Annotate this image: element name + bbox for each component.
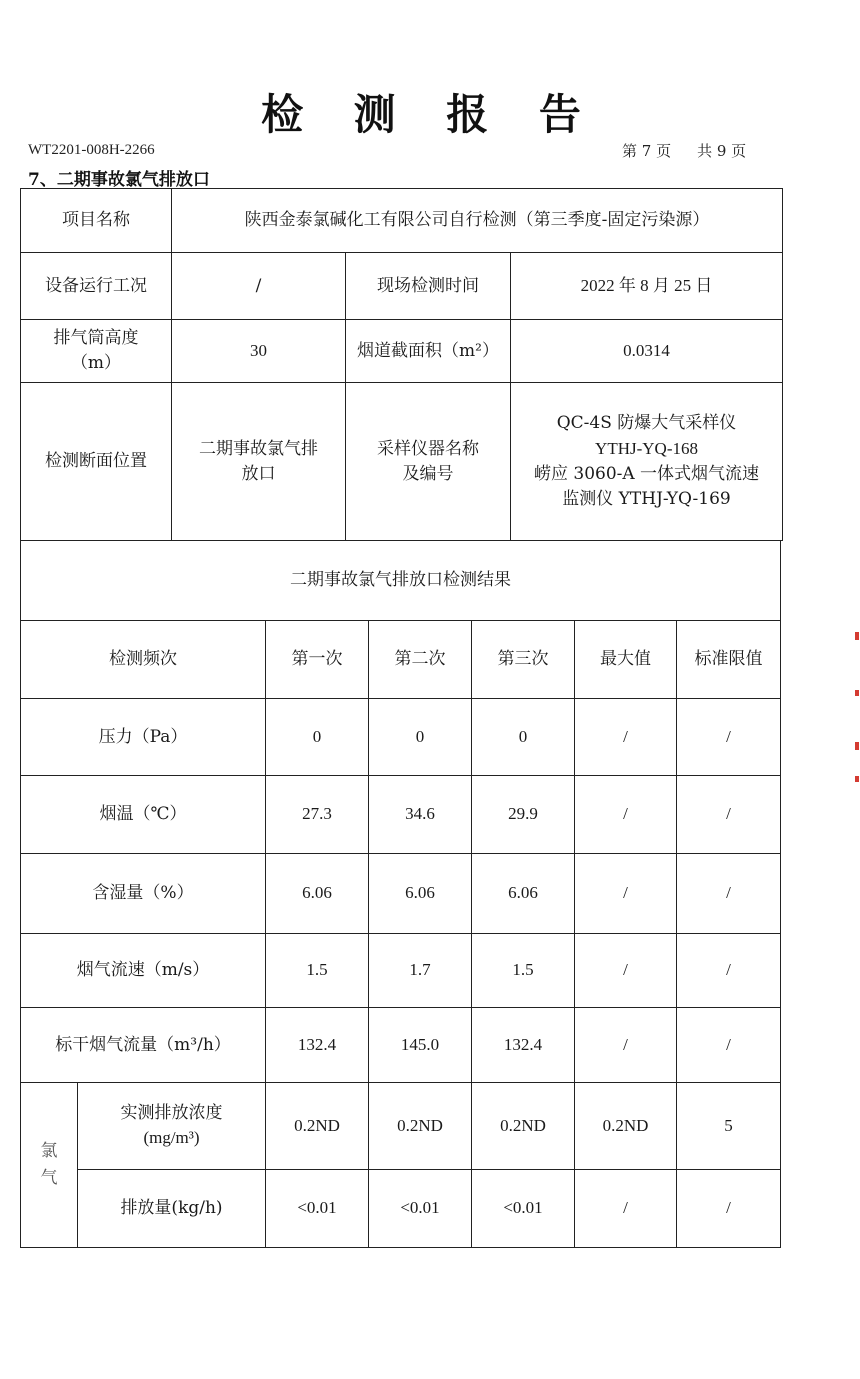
table-cell: 6.06 <box>266 854 369 934</box>
table-cell: 132.4 <box>266 1008 369 1083</box>
page-info <box>622 140 746 161</box>
table-cell: 0.2ND <box>575 1083 677 1170</box>
table-cell: / <box>677 934 781 1008</box>
table-cell: 1.7 <box>369 934 472 1008</box>
concentration-label-line-2: (mg/m³) <box>143 1128 200 1147</box>
edge-mark <box>855 632 859 640</box>
table-row <box>21 934 781 1008</box>
table-row <box>21 699 781 776</box>
table-cell: 34.6 <box>369 776 472 854</box>
table-cell: 27.3 <box>266 776 369 854</box>
table-cell: 0.2ND <box>472 1083 575 1170</box>
height-label <box>21 320 172 383</box>
table-cell: 6.06 <box>369 854 472 934</box>
header-third: 第三次 <box>472 621 575 699</box>
page-current: 第 7 页 <box>622 142 672 160</box>
condition-label: 设备运行工况 <box>21 253 172 320</box>
time-value: 2022 年 8 月 25 日 <box>511 253 783 320</box>
table-cell: <0.01 <box>266 1170 369 1248</box>
document-number: WT2201-008H-2266 <box>28 142 155 158</box>
table-cell: 29.9 <box>472 776 575 854</box>
table-cell: / <box>677 699 781 776</box>
table-cell: <0.01 <box>472 1170 575 1248</box>
instrument-label <box>346 383 511 541</box>
table-cell: / <box>575 1170 677 1248</box>
row-label-velocity: 烟气流速（m/s） <box>21 934 266 1008</box>
concentration-label-line-1: 实测排放浓度 <box>120 1103 223 1124</box>
instrument-label-line-2: 及编号 <box>402 463 454 484</box>
section-position-value <box>172 383 346 541</box>
table-row <box>21 1008 781 1083</box>
table-cell: 1.5 <box>472 934 575 1008</box>
results-header-row <box>21 621 781 699</box>
table-cell: / <box>677 854 781 934</box>
row-label-flow: 标干烟气流量（m³/h） <box>21 1008 266 1083</box>
table-cell: 132.4 <box>472 1008 575 1083</box>
table-cell: / <box>575 854 677 934</box>
results-title: 二期事故氯气排放口检测结果 <box>21 541 781 621</box>
table-cell: 6.06 <box>472 854 575 934</box>
info-row-condition <box>21 253 783 320</box>
chlorine-group-label <box>21 1083 78 1248</box>
row-label-moisture: 含湿量（%） <box>21 854 266 934</box>
time-label: 现场检测时间 <box>346 253 511 320</box>
instrument-value-line-1: QC-4S 防爆大气采样仪 <box>556 412 737 433</box>
table-row <box>21 776 781 854</box>
table-cell: 0 <box>266 699 369 776</box>
table-row <box>21 854 781 934</box>
height-label-line-2: （m） <box>70 353 122 373</box>
chlorine-group-label-line-2: 气 <box>40 1168 58 1188</box>
table-cell: 0 <box>369 699 472 776</box>
header-max: 最大值 <box>575 621 677 699</box>
header-frequency: 检测频次 <box>21 621 266 699</box>
table-cell: 145.0 <box>369 1008 472 1083</box>
height-label-line-1: 排气筒高度 <box>53 328 139 349</box>
table-cell: / <box>575 699 677 776</box>
condition-value: / <box>172 253 346 320</box>
table-row <box>21 1170 781 1248</box>
edge-mark <box>855 690 859 696</box>
table-cell: / <box>575 934 677 1008</box>
header-first: 第一次 <box>266 621 369 699</box>
section-title: 7、二期事故氯气排放口 <box>28 170 210 190</box>
edge-mark <box>855 776 859 782</box>
table-cell: / <box>575 1008 677 1083</box>
row-label-emission: 排放量(kg/h) <box>78 1170 266 1248</box>
section-position-value-line-1: 二期事故氯气排 <box>199 438 318 459</box>
info-row-section-position <box>21 383 783 541</box>
table-cell: 0.2ND <box>266 1083 369 1170</box>
header-second: 第二次 <box>369 621 472 699</box>
instrument-label-line-1: 采样仪器名称 <box>377 438 479 459</box>
report-title: 检 测 报 告 <box>261 90 599 139</box>
header-limit: 标准限值 <box>677 621 781 699</box>
instrument-value-line-2: YTHJ-YQ-168 <box>595 439 698 458</box>
area-label: 烟道截面积（m²） <box>346 320 511 383</box>
instrument-value-line-3: 崂应 3060-A 一体式烟气流速 <box>533 463 760 484</box>
height-value: 30 <box>172 320 346 383</box>
section-position-label: 检测断面位置 <box>21 383 172 541</box>
table-cell: / <box>575 776 677 854</box>
table-cell: / <box>677 1008 781 1083</box>
instrument-value-line-4: 监测仪 YTHJ-YQ-169 <box>562 489 731 509</box>
page-total: 共 9 页 <box>697 142 747 160</box>
project-value: 陕西金泰氯碱化工有限公司自行检测（第三季度-固定污染源） <box>172 189 783 253</box>
table-cell: 0.2ND <box>369 1083 472 1170</box>
table-row <box>21 1083 781 1170</box>
table-cell: / <box>677 1170 781 1248</box>
table-cell: 0 <box>472 699 575 776</box>
results-table <box>20 540 781 1248</box>
info-table <box>20 188 783 541</box>
row-label-pressure: 压力（Pa） <box>21 699 266 776</box>
area-value: 0.0314 <box>511 320 783 383</box>
chlorine-group-label-line-1: 氯 <box>40 1140 58 1161</box>
row-label-concentration <box>78 1083 266 1170</box>
project-label: 项目名称 <box>21 189 172 253</box>
table-cell: 1.5 <box>266 934 369 1008</box>
info-row-project <box>21 189 783 253</box>
info-row-height <box>21 320 783 383</box>
instrument-value <box>511 383 783 541</box>
table-cell: / <box>677 776 781 854</box>
row-label-temperature: 烟温（℃） <box>21 776 266 854</box>
table-cell: <0.01 <box>369 1170 472 1248</box>
table-cell: 5 <box>677 1083 781 1170</box>
results-title-row <box>21 541 781 621</box>
section-position-value-line-2: 放口 <box>241 463 276 484</box>
edge-mark <box>855 742 859 750</box>
